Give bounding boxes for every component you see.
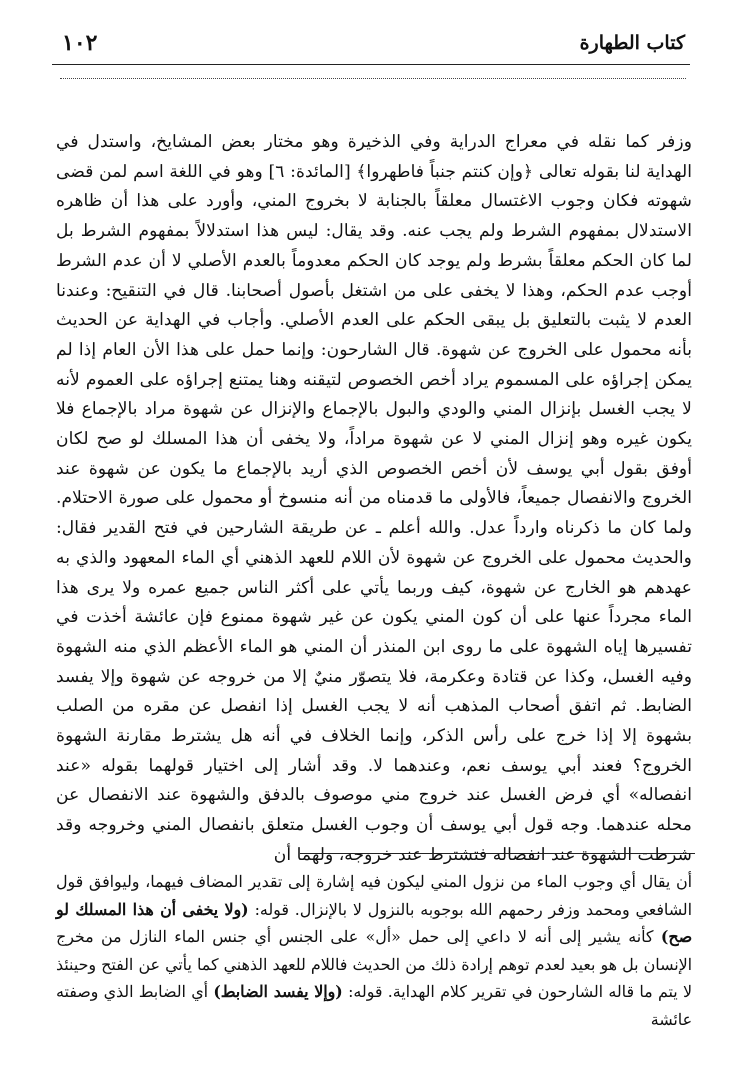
main-paragraph: وزفر كما نقله في معراج الدراية وفي الذخيرة وهو مختار بعض المشايخ، واستدل في الهداية لنا بقوله تعالى ﴿وإن كنتم جنباً فاطهروا﴾ [المائدة: ٦] وهو في اللغة اسم لمن قضى شهوته فكان وجوب الاغتسال معلقاً بالجنابة لا بخروج المني، وأورد على هذا أن ظاهره الاستدلال بمفهوم الشرط ولم يجب عنه. وقد يقال: ليس هذا استدلالاً بمفهوم الشرط بل لما كان الحكم معلقاً بشرط ولم يوجد كان الحكم معدوماً بالعدم الأصلي لا أن عدم الشرط أوجب عدم الحكم، وهذا لا يخفى على من اشتغل بأصول أصحابنا. قال في التنقيح: وعندنا العدم لا يثبت بالتعليق بل يبقى الحكم على العدم الأصلي. وأجاب في الهداية عن الحديث بأنه محمول على الخروج عن شهوة. قال الشارحون: وإنما حمل على هذا الأن العام إذا لم يمكن إجراؤه على المسموم يراد أخص الخصوص لتيقنه وهنا يمتنع إجراؤه على العموم لأنه لا يجب الغسل بإنزال المني والودي والبول بالإجماع والإنزال عن شهوة مراد بالإجماع فلا يكون غيره وهو إنزال المني لا عن شهوة مراداً، ولا يخفى أن هذا المسلك لو صح لكان أوفق بقول أبي يوسف لأن أخص الخصوص الذي أريد بالإجماع ما يكون عن شهوة عند الخروج والانفصال جميعاً، فالأولى ما قدمناه من أنه منسوخ أو محمول على صورة الاحتلام. ولما كان ما ذكرناه وارداً عدل. والله أعلم ـ عن طريقة الشارحين في فتح القدير فقال: والحديث محمول على الخروج عن شهوة لأن اللام للعهد الذهني أي الماء المعهود والذي به عهدهم هو الخارج عن شهوة، كيف وربما يأتي على أكثر الناس جميع عمره ولا يرى هذا الماء مجرداً عنها على أن كون المني يكون عن غير شهوة ممنوع فإن عائشة أخذت في تفسيرها إياه الشهوة على ما روى ابن المنذر أن المني هو الماء الأعظم الذي منه الشهوة وفيه الغسل، وكذا عن قتادة وعكرمة، فلا يتصوّر منيٌ إلا من خروجه عن شهوة وإلا يفسد الضابط. ثم اتفق أصحاب المذهب أنه لا يجب الغسل إذا انفصل عن مقره من الصلب بشهوة إلا إذا خرج على رأس الذكر، وإنما الخلاف في أنه هل يشترط مقارنة الشهوة الخروج؟ فعند أبي يوسف نعم، وعندهما لا. وقد أشار إلى اختيار قولهما بقوله «عند انفصاله» أي فرض الغسل عند خروج مني موصوف بالدفق والشهوة عند الانفصال عن محله عندهما. وجه قول أبي يوسف أن وجوب الغسل متعلق بانفصال المني وخروجه وقد شرطت الشهوة عند انفصاله فتشترط عند خروجه، ولهما أن bbox=[56, 132, 692, 865]
header-dotted-rule bbox=[60, 78, 686, 79]
footnote-paragraph bbox=[56, 868, 692, 1034]
footnote-rule bbox=[300, 853, 695, 854]
header-rule bbox=[52, 64, 690, 65]
footnote-text-1: أن يقال أي وجوب الماء من نزول المني ليكون فيه إشارة إلى تقدير المضاف فيهما، وليوافق قول الشافعي ومحمد وزفر رحمهم الله بوجوبه بالنزول لا بالإنزال. قوله: bbox=[56, 872, 693, 919]
running-title: كتاب الطهارة bbox=[579, 32, 685, 54]
page-number: ١٠٢ bbox=[62, 30, 98, 56]
footnote-block bbox=[56, 868, 692, 1034]
main-text-block bbox=[56, 128, 692, 871]
footnote-quote-2: (وإلا يفسد الضابط) bbox=[213, 982, 343, 1002]
footnote-quote-1: (ولا يخفى أن هذا المسلك لو صح) bbox=[56, 899, 692, 947]
footnote-text-2: كأنه يشير إلى أنه لا داعي إلى حمل «أل» على الجنس أي جنس الماء النازل من مخرج الإنسان بل هو بعيد لعدم توهم إرادة ذلك من الحديث فاللام للعهد الذهني كما يأتي عن الفتح وحينئذ لا يتم ما قاله الشارحون في تقرير كلام الهداية. قوله: bbox=[56, 927, 692, 1002]
footnote-text-3: أي الضابط الذي وصفته عائشة bbox=[56, 982, 692, 1029]
